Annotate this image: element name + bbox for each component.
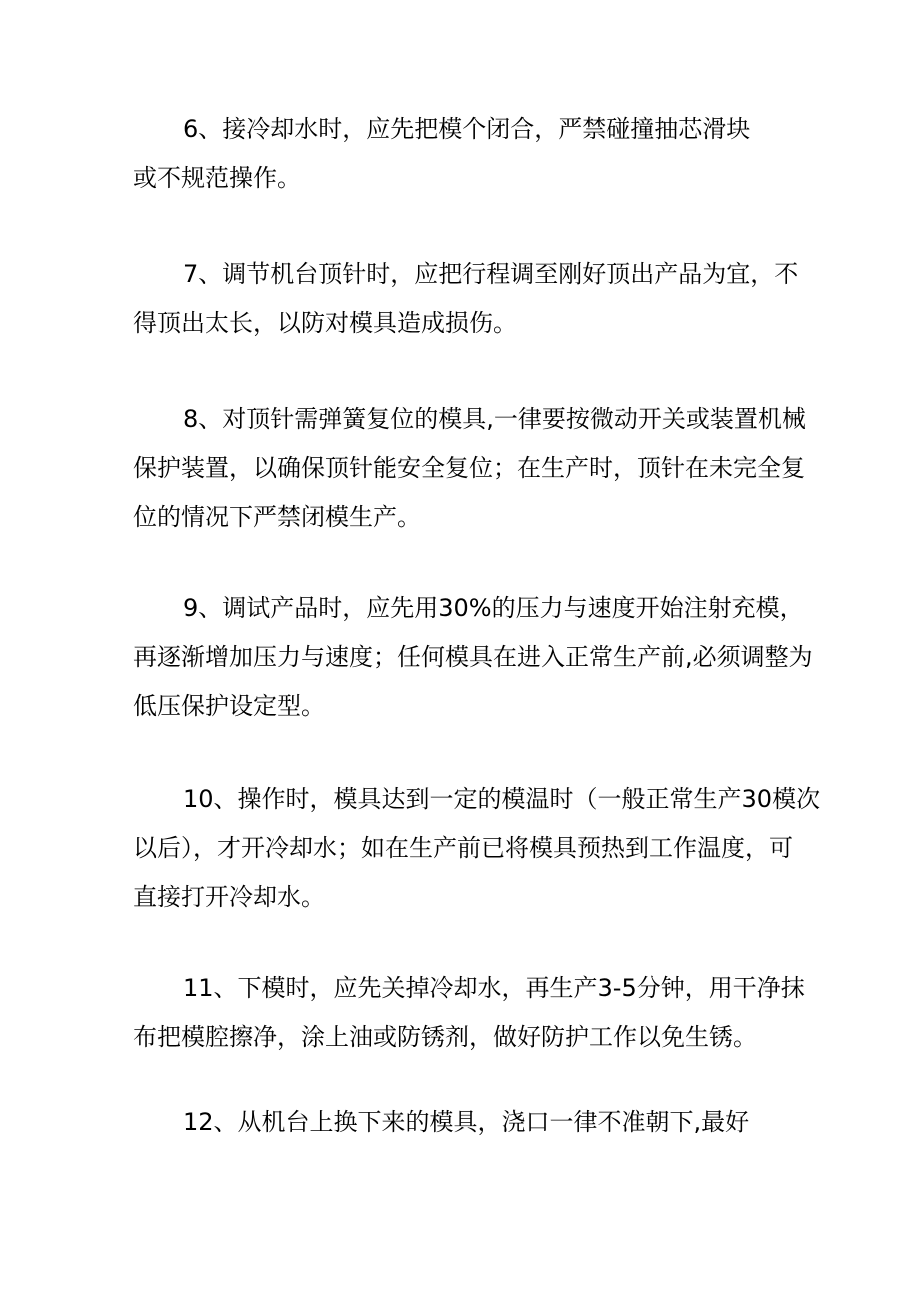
paragraph-line: 9、调试产品时，应先用30%的压力与速度开始注射充模， xyxy=(183,594,804,622)
paragraph-7 xyxy=(133,250,799,348)
paragraph-line: 或不规范操作。 xyxy=(133,164,301,192)
paragraph-line: 8、对顶针需弹簧复位的模具,一律要按微动开关或装置机械 xyxy=(183,405,806,433)
paragraph-11 xyxy=(133,964,805,1062)
paragraph-line: 10、操作时，模具达到一定的模温时（一般正常生产30模次 xyxy=(183,785,821,813)
paragraph-12 xyxy=(133,1098,793,1147)
paragraph-6 xyxy=(133,105,793,203)
paragraph-line: 直接打开冷却水。 xyxy=(133,883,325,911)
paragraph-10 xyxy=(133,775,821,922)
paragraph-line: 得顶出太长，以防对模具造成损伤。 xyxy=(133,309,517,337)
paragraph-line: 以后），才开冷却水；如在生产前已将模具预热到工作温度，可 xyxy=(133,834,793,862)
paragraph-9 xyxy=(133,584,813,731)
paragraph-line: 12、从机台上换下来的模具，浇口一律不准朝下,最好 xyxy=(183,1108,750,1136)
paragraph-line: 再逐渐增加压力与速度；任何模具在进入正常生产前,必须调整为 xyxy=(133,643,813,671)
paragraph-line: 11、下模时，应先关掉冷却水，再生产3-5分钟，用干净抹 xyxy=(183,974,805,1002)
paragraph-line: 保护装置，以确保顶针能安全复位；在生产时，顶针在未完全复 xyxy=(133,454,805,482)
paragraph-line: 位的情况下严禁闭模生产。 xyxy=(133,503,421,531)
paragraph-line: 布把模腔擦净，涂上油或防锈剂，做好防护工作以免生锈。 xyxy=(133,1023,757,1051)
paragraph-8 xyxy=(133,395,806,542)
paragraph-line: 低压保护设定型。 xyxy=(133,692,325,720)
paragraph-line: 7、调节机台顶针时，应把行程调至刚好顶出产品为宜，不 xyxy=(183,260,799,288)
paragraph-line: 6、接冷却水时，应先把模个闭合，严禁碰撞抽芯滑块 xyxy=(183,115,751,143)
